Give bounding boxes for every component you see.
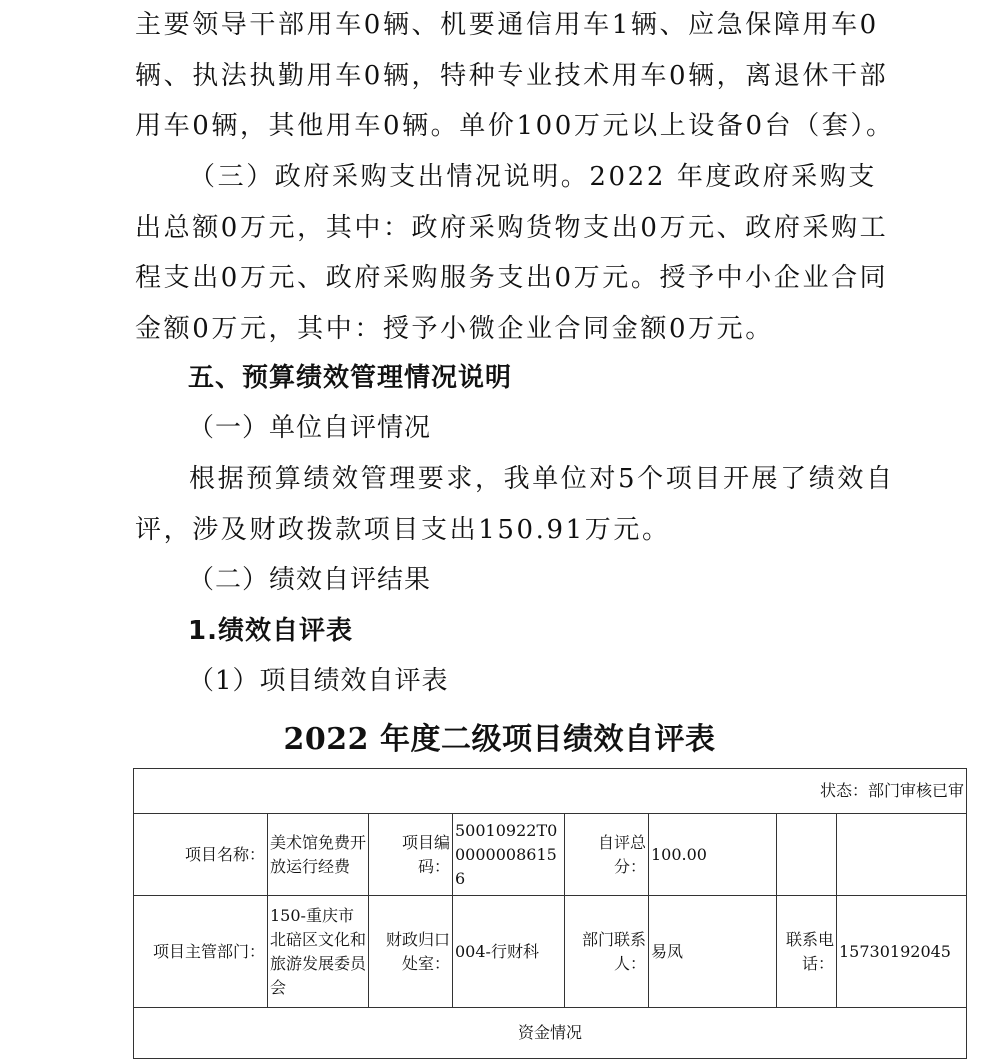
department-value: 150-重庆市北碚区文化和旅游发展委员会 [268, 896, 369, 1008]
status-cell: 状态：部门审核已审 [134, 769, 967, 814]
project-code-label: 项目编码： [369, 814, 453, 896]
project-name-label: 项目名称： [134, 814, 268, 896]
phone-value: 15730192045 [837, 896, 967, 1008]
section-heading-five: 五、预算绩效管理情况说明 [188, 363, 513, 393]
paragraph-self-evaluation-text: 根据预算绩效管理要求，我单位对5个项目开展了绩效自评，涉及财政拨款项目支出150.91万元。 [135, 464, 895, 545]
project-code-value: 50010922T000000086156 [453, 814, 565, 896]
paragraph-procurement [135, 152, 895, 354]
paragraph-procurement-text: （三）政府采购支出情况说明。2022 年度政府采购支出总额0万元，其中：政府采购货物支出0万元、政府采购工程支出0万元、政府采购服务支出0万元。授予中小企业合同金额0万元，其中：授予小微企业合同金额0万元。 [135, 162, 889, 344]
table-title: 2022 年度二级项目绩效自评表 [283, 722, 716, 757]
paragraph-vehicles-text: 主要领导干部用车0辆、机要通信用车1辆、应急保障用车0辆、执法执勤用车0辆，特种专业技术用车0辆，离退休干部用车0辆，其他用车0辆。单价100万元以上设备0台（套）。 [135, 10, 895, 141]
subheading-project-table: （1）项目绩效自评表 [188, 666, 449, 696]
evaluation-table [133, 768, 967, 1059]
subheading-self-evaluation: （一）单位自评情况 [188, 413, 432, 443]
table-row-project [134, 814, 967, 896]
office-label: 财政归口处室： [369, 896, 453, 1008]
project-name-value: 美术馆免费开放运行经费 [268, 814, 369, 896]
contact-label: 部门联系人： [565, 896, 649, 1008]
office-value: 004-行财科 [453, 896, 565, 1008]
paragraph-vehicles [135, 0, 895, 152]
table-row-funds [134, 1008, 967, 1059]
department-label: 项目主管部门： [134, 896, 268, 1008]
subheading-results: （二）绩效自评结果 [188, 565, 432, 595]
empty-cell [837, 814, 967, 896]
empty-cell [777, 814, 837, 896]
funds-section-label: 资金情况 [134, 1008, 967, 1059]
paragraph-self-evaluation [135, 454, 895, 555]
score-value: 100.00 [649, 814, 777, 896]
table-row-status [134, 769, 967, 814]
phone-label: 联系电话： [777, 896, 837, 1008]
table-row-department [134, 896, 967, 1008]
subheading-table-label: 1.绩效自评表 [188, 616, 353, 646]
contact-value: 易凤 [649, 896, 777, 1008]
score-label: 自评总分： [565, 814, 649, 896]
